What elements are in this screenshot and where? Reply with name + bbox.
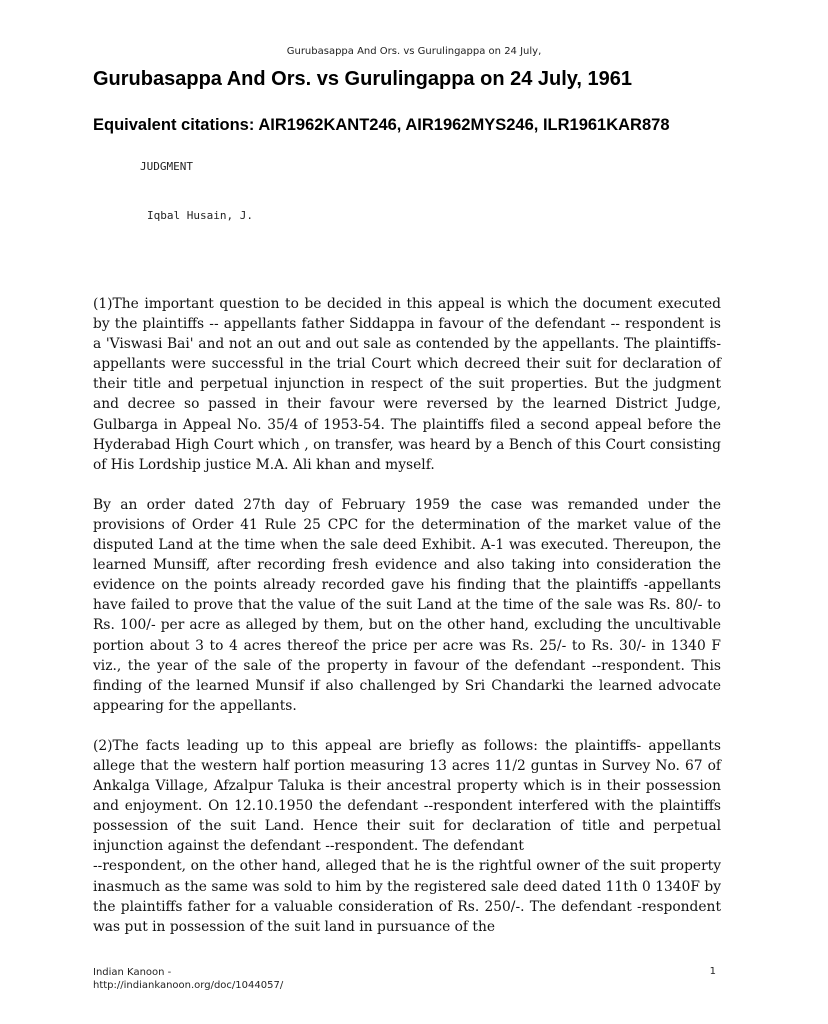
judgment-body bbox=[93, 294, 721, 966]
footer-url[interactable]: http://indiankanoon.org/doc/1044057/ bbox=[93, 980, 284, 991]
footer-source: Indian Kanoon - bbox=[93, 967, 172, 978]
document-title: Gurubasappa And Ors. vs Gurulingappa on 24 July, 1961 bbox=[93, 68, 633, 90]
paragraph-4: --respondent, on the other hand, alleged that he is the rightful owner of the suit property inasmuch as the same was sold to him by the registered sale deed dated 11th 0 1340F by the plaintiffs father for a valuable consideration of Rs. 250/-. The defendant -respondent was put in possession of the suit land in pursuance of the bbox=[93, 858, 721, 935]
equivalent-citations: Equivalent citations: AIR1962KANT246, AIR1962MYS246, ILR1961KAR878 bbox=[93, 116, 670, 134]
paragraph-2: By an order dated 27th day of February 1959 the case was remanded under the provisions of Order 41 Rule 25 CPC for the determination of the market value of the disputed Land at the time when the sale deed Exhibit. A-1 was executed. Thereupon, the learned Munsiff, after recording fresh evidence and also taking into consideration the evidence on the points already recorded gave his finding that the plaintiffs -appellants have failed to prove that the value of the suit Land at the time of the sale was Rs. 80/- to Rs. 100/- per acre as alleged by them, but on the other hand, excluding the uncultivable portion about 3 to 4 acres thereof the price per acre was Rs. 25/- to Rs. 30/- in 1340 F viz., the year of the sale of the property in favour of the defendant --respondent. This finding of the learned Munsif if also challenged by Sri Chandarki the learned advocate appearing for the appellants. bbox=[93, 496, 721, 714]
paragraph-1: (1)The important question to be decided in this appeal is which the document executed by the plaintiffs -- appellants father Siddappa in favour of the defendant -- respondent is a 'Viswasi Bai' and not an out and out sale as contended by the appellants. The plaintiffs- appellants were successful in the trial Court which decreed their suit for declaration of their title and perpetual injunction in respect of the suit properties. But the judgment and decree so passed in their favour were reversed by the learned District Judge, Gulbarga in Appeal No. 35/4 of 1953-54. The plaintiffs filed a second appeal before the Hyderabad High Court which , on transfer, was heard by a Bench of this Court consisting of His Lordship justice M.A. Ali khan and myself. bbox=[93, 296, 721, 473]
page-number: 1 bbox=[709, 966, 716, 977]
judgment-label: JUDGMENT bbox=[140, 160, 193, 173]
paragraph-3: (2)The facts leading up to this appeal are briefly as follows: the plaintiffs- appellants allege that the western half portion measuring 13 acres 11/2 guntas in Survey No. 67 of Ankalga Village, Afzalpur Taluka is their ancestral property which is in their possession and enjoyment. On 12.10.1950 the defendant --respondent interfered with the plaintiffs possession of the suit Land. Hence their suit for declaration of title and perpetual injunction against the defendant --respondent. The defendant bbox=[93, 737, 721, 855]
running-header: Gurubasappa And Ors. vs Gurulingappa on 24 July, bbox=[286, 46, 542, 57]
judge-name: Iqbal Husain, J. bbox=[147, 209, 253, 222]
